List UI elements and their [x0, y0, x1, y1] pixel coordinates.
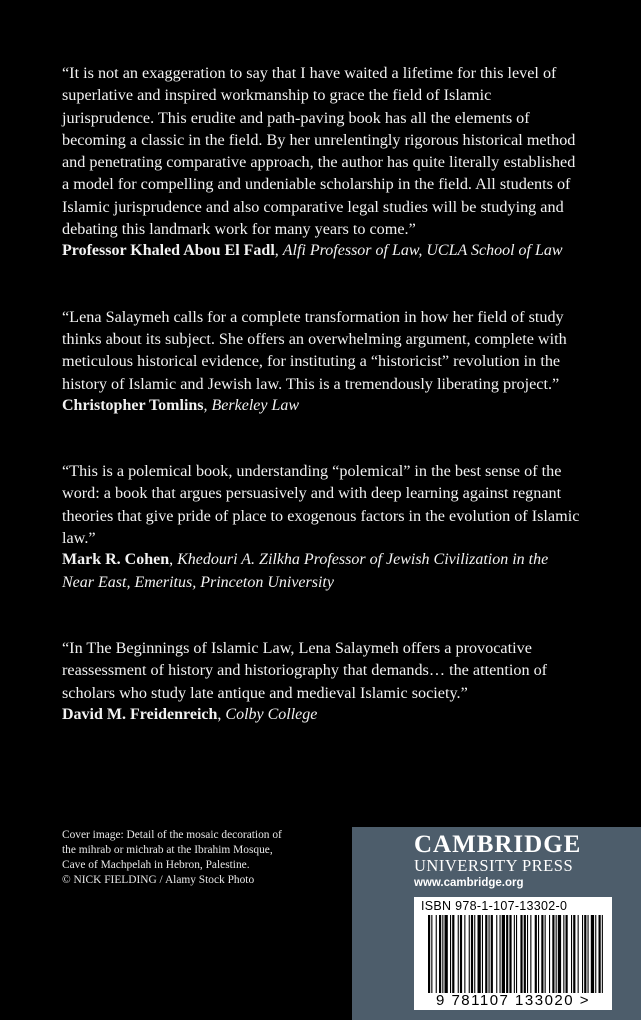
blurb-author: Professor Khaled Abou El Fadl [62, 242, 275, 260]
blurb-affiliation: Khedouri A. Zilkha Professor of Jewish Civilization in the Near East, Emeritus, Princeton University [62, 551, 549, 591]
blurb-separator: , [169, 551, 178, 569]
blurb-attribution [62, 704, 582, 726]
blurb-separator: , [217, 705, 226, 723]
blurb-separator: , [203, 396, 212, 414]
credit-line: Cover image: Detail of the mosaic decoration of [62, 829, 282, 841]
barcode-panel [414, 897, 612, 1010]
blurb-affiliation: Berkeley Law [211, 396, 300, 414]
blurb-attribution [62, 395, 582, 417]
endorsements [62, 62, 582, 769]
blurb-separator: , [274, 242, 283, 260]
barcode-digits: 9 781107 133020 > [435, 992, 591, 1009]
isbn-label: ISBN 978-1-107-13302-0 [421, 899, 568, 913]
blurb-quote: “This is a polemical book, understanding “polemical” in the best sense of the word: a book that argues persuasively and with deep learning against regnant theories that give pride of place to exogenous factors in the evolution of Islamic law.” [62, 462, 580, 548]
blurb-author: Mark R. Cohen [62, 551, 170, 569]
publisher-name: CAMBRIDGE [414, 831, 582, 858]
credit-line: © NICK FIELDING / Alamy Stock Photo [62, 874, 255, 886]
blurb-quote: “In The Beginnings of Islamic Law, Lena Salaymeh offers a provocative reassessment of history and historiography that demands… the attention of scholars who study late antique and medieval Islamic society.” [62, 638, 548, 702]
blurb-affiliation: Alfi Professor of Law, UCLA School of Law [282, 242, 563, 260]
credit-line: Cave of Machpelah in Hebron, Palestine. [62, 859, 250, 871]
blurb-abou-el-fadl [62, 62, 582, 263]
barcode-icon [418, 915, 608, 993]
blurb-author: David M. Freidenreich [62, 705, 218, 723]
publisher-url: www.cambridge.org [414, 877, 524, 889]
cover-image-credit [62, 828, 332, 888]
credit-line: the mihrab or michrab at the Ibrahim Mosque, [62, 844, 273, 856]
blurb-tomlins [62, 306, 582, 417]
blurb-quote: “Lena Salaymeh calls for a complete transformation in how her field of study thinks about its subject. She offers an overwhelming argument, complete with meticulous historical evidence, for instituting a “historicist” revolution in the history of Islamic and Jewish law. This is a tremendously liberating project.” [62, 307, 567, 393]
blurb-author: Christopher Tomlins [62, 396, 204, 414]
publisher-subtitle: UNIVERSITY PRESS [414, 856, 574, 875]
publisher-panel [352, 827, 641, 1020]
blurb-cohen [62, 460, 582, 594]
blurb-quote: “It is not an exaggeration to say that I have waited a lifetime for this level of superlative and inspired workmanship to grace the field of Islamic jurisprudence. This erudite and path-paving book has all the elements of becoming a classic in the field. By her unrelentingly rigorous historical method and penetrating comparative approach, the author has quite literally established a model for compelling and undeniable scholarship in the field. All students of Islamic jurisprudence and also comparative legal studies will be studying and debating this landmark work for many years to come.” [62, 64, 576, 239]
blurb-freidenreich [62, 637, 582, 726]
blurb-affiliation: Colby College [225, 705, 318, 723]
blurb-attribution [62, 549, 582, 594]
blurb-attribution [62, 240, 582, 262]
